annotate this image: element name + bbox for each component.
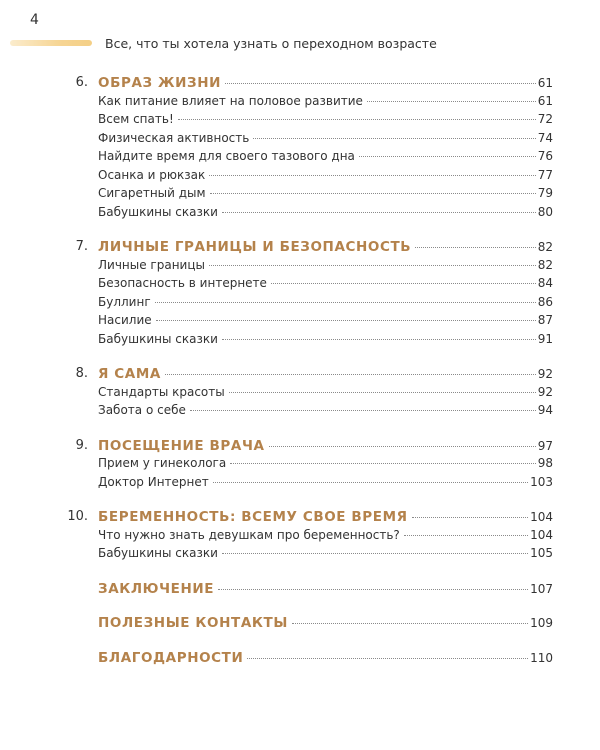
toc-item-row[interactable] [98,186,553,204]
chapter-page-number: 104 [530,510,553,524]
toc-item-row[interactable] [98,528,553,546]
toc-item-row[interactable] [98,258,553,276]
toc-item-row[interactable] [98,475,553,493]
toc-item-page-number: 98 [537,456,553,470]
dot-leader [404,535,528,536]
toc-item-row[interactable] [98,205,553,223]
chapter-number: 9. [75,437,88,453]
toc-item-row[interactable] [98,295,553,313]
toc-item-label: Физическая активность [98,130,250,145]
toc-item-row[interactable] [98,94,553,112]
toc-item-page-number: 105 [530,546,553,560]
toc-chapter-row[interactable] [67,509,553,527]
toc-item-page-number: 80 [537,204,553,219]
dot-leader [225,83,536,84]
dot-leader [415,247,536,248]
dot-leader [222,212,536,213]
toc-chapter-row[interactable] [75,75,553,93]
toc-chapter-row[interactable] [75,366,553,384]
dot-leader [367,101,536,102]
chapter-title: БЛАГОДАРНОСТИ [98,649,244,666]
toc-item-row[interactable] [98,385,553,403]
toc-item-label: Найдите время для своего тазового дна [98,149,355,163]
toc-item-row[interactable] [98,276,553,294]
chapter-page-number: 110 [530,650,553,665]
chapter-title: ЗАКЛЮЧЕНИЕ [98,580,215,597]
toc-item-row[interactable] [98,546,553,564]
toc-item-page-number: 79 [537,186,553,200]
toc-item-label: Сигаретный дым [98,186,206,200]
chapter-title: БЕРЕМЕННОСТЬ: ВСЕМУ СВОЕ ВРЕМЯ [98,509,408,525]
toc-item-label: Насилие [98,313,152,327]
page-number: 4 [30,12,39,28]
toc-item-page-number: 84 [537,276,553,290]
chapter-page-number: 61 [537,76,553,90]
toc-item-page-number: 92 [537,384,553,399]
chapter-title: ПОСЕЩЕНИЕ ВРАЧА [98,437,265,454]
chapter-number: 7. [75,239,88,254]
dot-leader [222,339,536,340]
toc-item-label: Бабушкины сказки [98,331,218,346]
toc-item-page-number: 91 [537,331,553,346]
dot-leader [209,175,535,176]
toc-item-page-number: 86 [537,294,553,309]
chapter-page-number: 82 [537,240,553,254]
toc-chapter-row[interactable] [98,581,553,599]
toc-item-label: Личные границы [98,257,205,272]
toc-chapter-row[interactable] [75,239,553,257]
toc-item-page-number: 74 [537,130,553,145]
dot-leader [210,193,536,194]
toc-item-row[interactable] [98,168,553,186]
toc-item-page-number: 77 [537,167,553,182]
toc-item-label: Забота о себе [98,403,186,417]
chapter-title: ПОЛЕЗНЫЕ КОНТАКТЫ [98,615,288,631]
toc-item-row[interactable] [98,403,553,421]
dot-leader [292,623,528,624]
toc-item-label: Безопасность в интернете [98,276,267,290]
chapter-number: 10. [67,509,88,524]
toc-item-row[interactable] [98,313,553,331]
toc-item-page-number: 103 [530,474,553,489]
chapter-page-number: 97 [537,438,553,453]
chapter-page-number: 107 [530,581,553,596]
dot-leader [178,119,536,120]
dot-leader [155,302,536,303]
dot-leader [230,463,536,464]
toc-item-label: Что нужно знать девушкам про беременность? [98,527,400,542]
toc-item-label: Бабушкины сказки [98,546,218,560]
toc-item-page-number: 87 [537,313,553,327]
toc-item-label: Бабушкины сказки [98,204,218,219]
toc-item-page-number: 82 [537,257,553,272]
toc-item-page-number: 104 [530,527,553,542]
toc-item-label: Всем спать! [98,112,174,126]
toc-item-page-number: 94 [537,403,553,417]
toc-item-label: Как питание влияет на половое развитие [98,93,363,108]
dot-leader [271,283,536,284]
dot-leader [269,446,536,447]
toc-item-label: Стандарты красоты [98,384,225,399]
chapter-number: 6. [75,75,88,90]
chapter-page-number: 109 [530,616,553,630]
dot-leader [156,320,536,321]
dot-leader [213,482,528,483]
toc-item-label: Доктор Интернет [98,474,209,489]
dot-leader [218,589,528,590]
running-title: Все, что ты хотела узнать о переходном возрасте [105,36,437,51]
toc-item-label: Прием у гинеколога [98,456,227,470]
toc-item-label: Осанка и рюкзак [98,167,206,182]
header-accent-bar [10,40,92,46]
toc-item-row[interactable] [98,332,553,350]
toc-item-row[interactable] [98,149,553,167]
toc-item-row[interactable] [98,112,553,130]
dot-leader [190,410,536,411]
toc-chapter-row[interactable] [75,437,553,456]
dot-leader [165,374,536,375]
toc-item-row[interactable] [98,456,553,474]
dot-leader [412,517,528,518]
chapter-number: 8. [75,366,88,381]
toc-item-page-number: 76 [537,149,553,163]
dot-leader [247,658,528,659]
dot-leader [222,553,528,554]
toc-chapter-row[interactable] [98,615,553,633]
toc-item-page-number: 72 [537,112,553,126]
toc-item-page-number: 61 [537,93,553,108]
chapter-page-number: 92 [537,367,553,381]
chapter-title: ОБРАЗ ЖИЗНИ [98,75,222,91]
dot-leader [359,156,536,157]
toc-chapter-row[interactable] [98,650,553,668]
toc-item-label: Буллинг [98,294,151,309]
toc-item-row[interactable] [98,131,553,149]
dot-leader [253,138,535,139]
chapter-title: Я САМА [98,366,161,382]
chapter-title: ЛИЧНЫЕ ГРАНИЦЫ И БЕЗОПАСНОСТЬ [98,239,412,255]
dot-leader [209,265,536,266]
dot-leader [229,392,536,393]
